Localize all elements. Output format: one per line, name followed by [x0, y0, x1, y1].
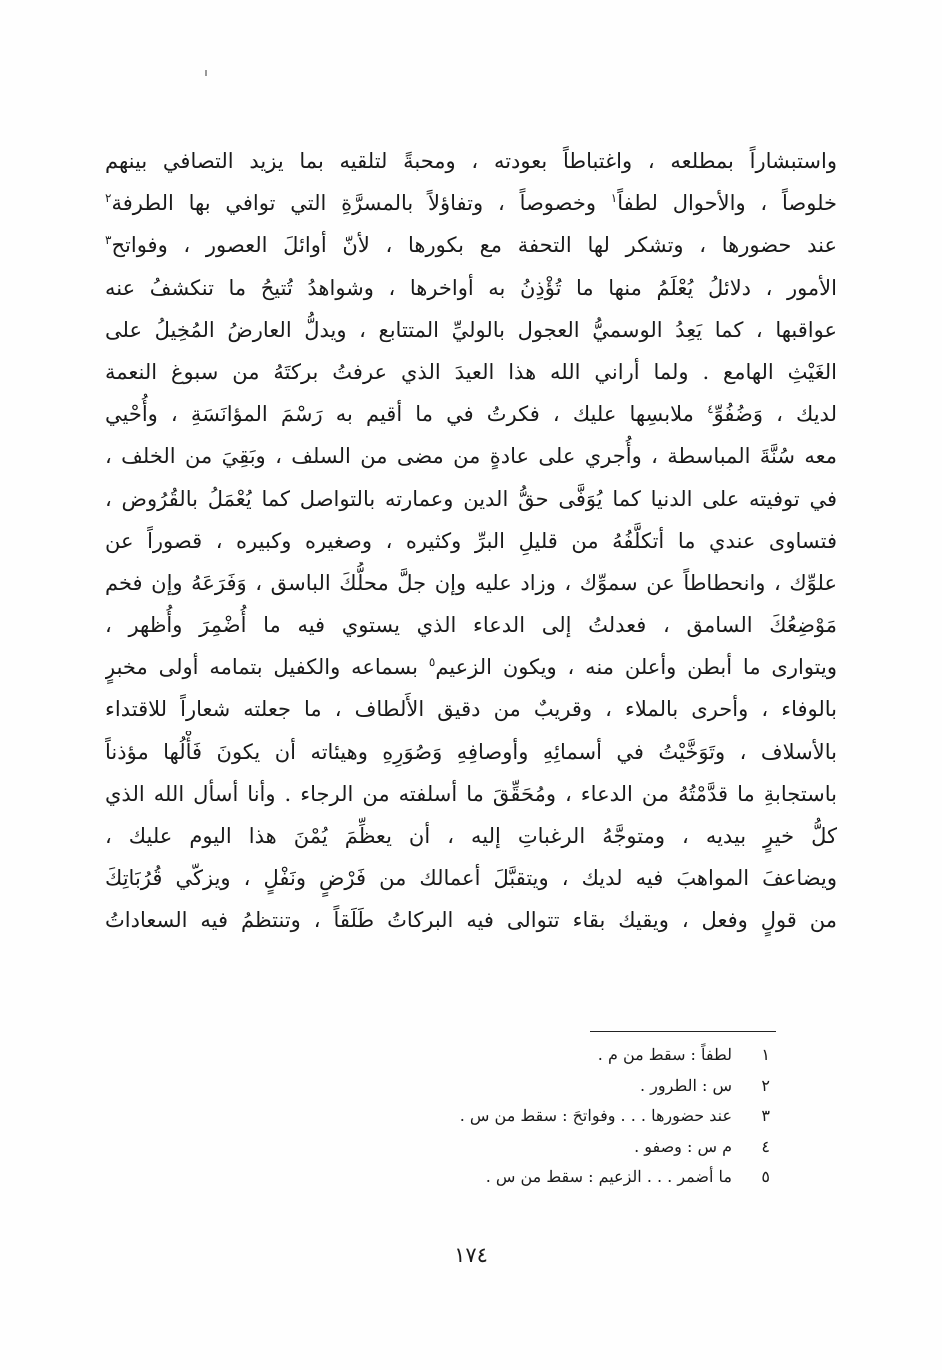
footnote-text: عند حضورها . . . وفواتحَ : سقط من س .: [459, 1106, 732, 1125]
text-line: عند حضورها ، وتشكر لها التحفة مع بكورها ، لأنّ أوائلَ العصور ، وفواتح$^٣$: [105, 233, 837, 258]
footnote-number: ٥: [761, 1167, 770, 1186]
footnote-separator: [590, 1031, 776, 1032]
footnote-text: لطفاً : سقط من م .: [597, 1045, 732, 1064]
footnote: [300, 1132, 770, 1163]
text-line: مَوْضِعُكَ السامق ، فعدلتُ إلى الدعاء الذي يستوي فيه ما أُضْمِرَ وأُظهر ،: [105, 613, 837, 638]
text-line: ويضاعفَ المواهبَ فيه لديك ، ويتقبَّلَ أعمالك من فَرْضٍ ونَفْلٍ ، ويزكّي قُرُبَاتِكَ: [105, 866, 837, 891]
footnote-number: ٢: [761, 1075, 770, 1095]
text-line: الغَيْثِ الهامع . ولما أراني الله هذا العيدَ الذي عرفتُ بركتَهُ من سبوغ النعمة: [105, 359, 837, 384]
text-line: واستبشاراً بمطلعه ، واغتباطاً بعودته ، ومحبةً لتلقيه بما يزيد التصافي بينهم: [105, 149, 837, 173]
text-line: من قولٍ وفعل ، ويقيك بقاء تتوالى فيه البركاتُ طَلَقاً ، وتنتظمُ فيه السعاداتُ: [105, 908, 837, 933]
text-line: لديك ، وَضُفُوِّ$^٤$ ملابسِها عليك ، فكرتُ في ما أقيم به رَسْمَ المؤانَسَةِ ، وأُحْيي: [105, 402, 837, 427]
footnote: [300, 1101, 770, 1132]
main-text: [105, 140, 837, 942]
footnote: [300, 1071, 770, 1102]
text-line: ويتوارى ما أبطن وأعلن منه ، ويكون الزعيم$^٥$ بسماعه والكفيل بتمامه أولى مخبرٍ: [105, 655, 837, 680]
scan-mark: [205, 70, 207, 76]
text-line: الأمور ، دلائلُ يُعْلَمُ منها ما تُؤْذِنُ به أواخرها ، وشواهدُ تُتيحُ ما تنكشفُ عنه: [105, 275, 837, 300]
text-line: خلوصاً ، والأحوال لطفاً$^١$ وخصوصاً ، وتفاؤلاً بالمسرَّةِ التي توافي بها الطرفة$^٢$: [105, 191, 837, 216]
text-line: علوِّك ، وانحطاطاً عن سموِّك ، وزاد عليه وإن جلَّ محلُّكَ الباسق ، وَفَرَعَهُ وإن فخم: [105, 570, 837, 595]
text-line: باستجابةِ ما قدَّمْتُهُ من الدعاء ، ومُحَقِّقَ ما أسلفته من الرجاء . وأنا أسأل الله الذي: [105, 781, 837, 806]
footnotes: [300, 1040, 770, 1193]
footnote-number: ٣: [761, 1106, 770, 1125]
text-line: بالأسلاف ، وتَوَخَّيْتُ في أسمائِهِ وأوصافِهِ وَصُوَرِهِ وهيئاته أن يكونَ فَأْلُها مؤذناً: [105, 739, 837, 764]
footnote-number: ٤: [761, 1136, 770, 1156]
text-line: فتساوى عندي ما أتكلَّفُهُ من قليلِ البرِّ وكثيره ، وصغيره وكبيره ، قصوراً عن: [105, 528, 837, 553]
text-line: كلُّ خيرٍ بيديه ، ومتوجَّهُ الرغباتِ إليه ، أن يعظِّمَ يُمْنَ هذا اليوم عليك ،: [105, 824, 837, 848]
text-line: في توفيته على الدنيا كما يُوَفَّى حقُّ الدين وعمارته بالتواصل كما يُعْمَلُ بالقُرُوض ،: [105, 486, 837, 511]
text-line: بالوفاء ، وأحرى بالملاء ، وقريبٌ من دقيق الأَلطاف ، ما جعلته شعاراً للاقتداء: [105, 697, 837, 722]
footnote: [300, 1162, 770, 1193]
footnote-number: ١: [761, 1045, 770, 1064]
page-number: ١٧٤: [454, 1243, 488, 1267]
text-line: معه سُنَّةَ المباسطة ، وأُجري على عادةٍ من مضى من السلف ، وبَقِيَ من الخلف ،: [105, 444, 837, 469]
footnote-text: ما أضمر . . . الزعيم : سقط من س .: [485, 1167, 732, 1186]
text-line: عواقبها ، كما يَعِدُ الوسميُّ العجول بالوليِّ المتتابع ، ويدلُّ العارضُ المُخِيلُ على: [105, 317, 837, 342]
footnote: [300, 1040, 770, 1071]
footnote-text: م س : وصفو .: [634, 1136, 732, 1156]
footnote-text: س : الطرور .: [640, 1075, 732, 1095]
